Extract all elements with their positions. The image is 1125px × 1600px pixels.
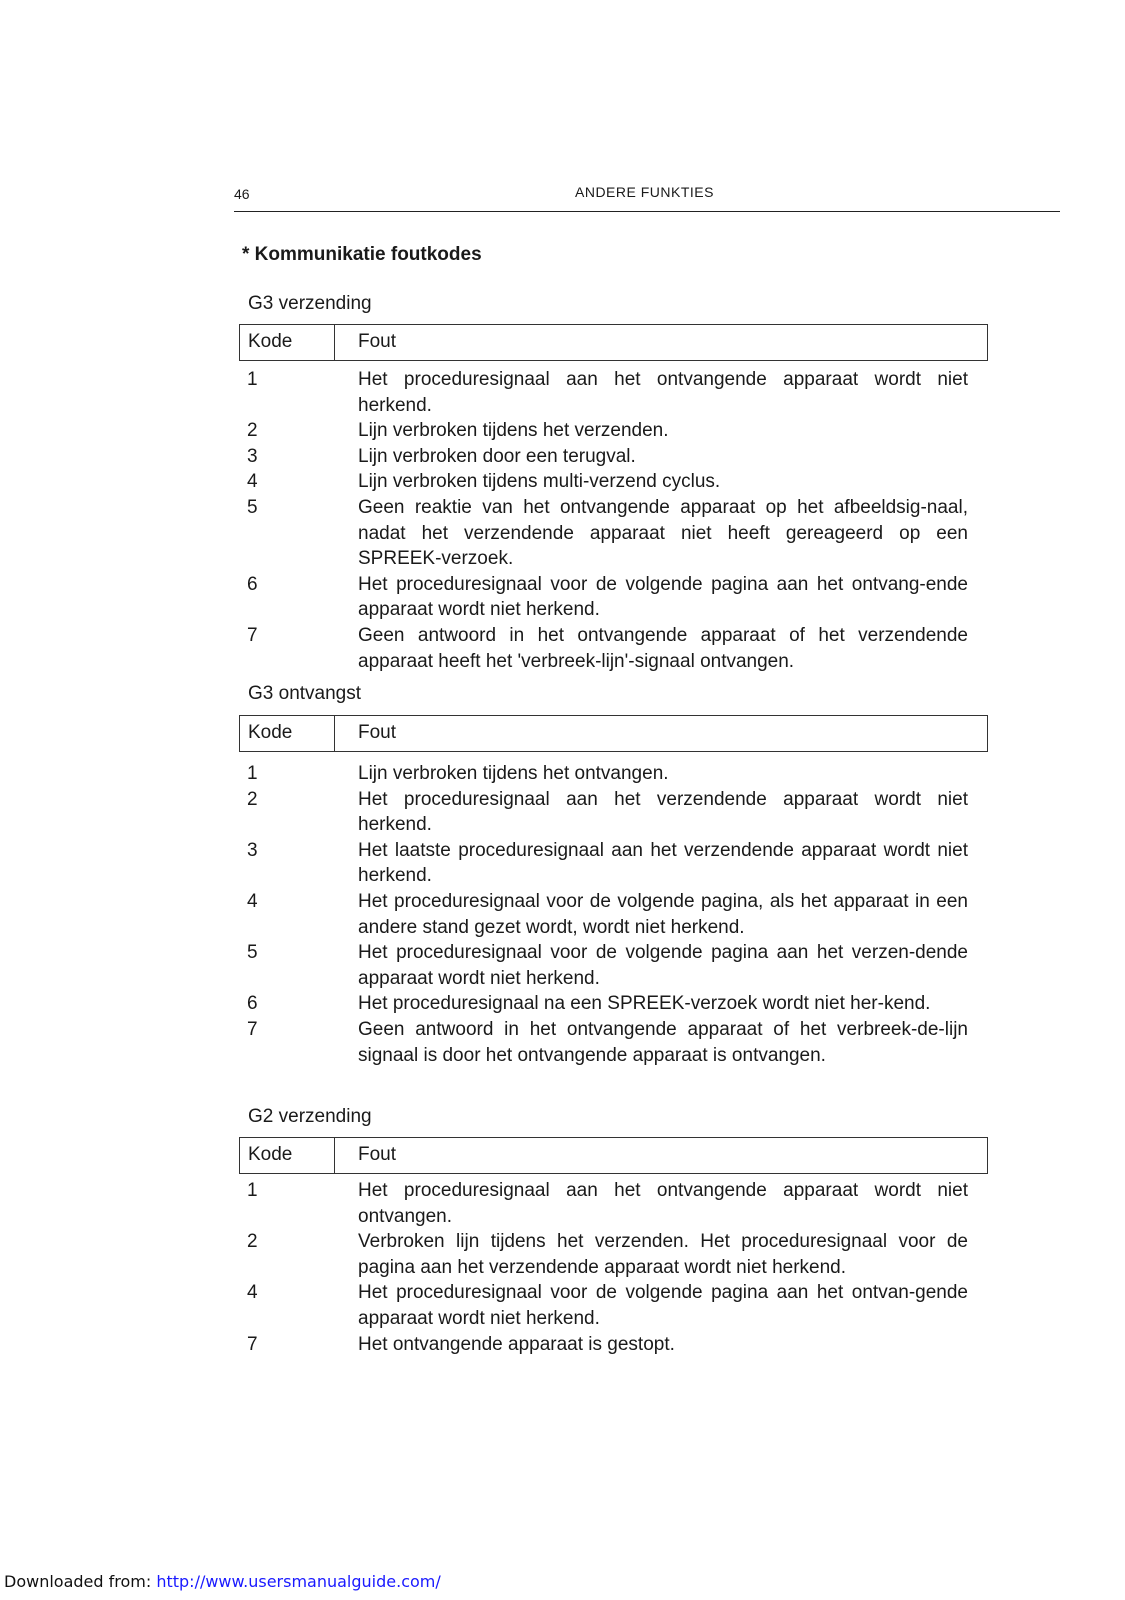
col-divider [334, 1138, 335, 1173]
table-title: G2 verzending [248, 1106, 372, 1127]
row-code: 6 [247, 993, 258, 1015]
row-code: 6 [247, 573, 258, 595]
row-text: Het ontvangende apparaat is gestopt. [358, 1333, 675, 1355]
table-g3-verzending [244, 290, 989, 674]
col-header-fout: Fout [358, 1144, 397, 1165]
row-code: 1 [247, 1180, 258, 1201]
table-row [244, 940, 989, 991]
row-text: Verbroken lijn tijdens het verzenden. Het proceduresignaal voor de pagina aan het verzendende apparaat wordt niet herkend. [358, 1231, 968, 1278]
table-row [244, 1178, 989, 1229]
col-header-fout: Fout [358, 722, 397, 743]
table-row [244, 838, 989, 889]
row-text: Het proceduresignaal na een SPREEK-verzoek wordt niet her-kend. [358, 993, 931, 1015]
row-code: 1 [247, 763, 258, 784]
row-text: Geen antwoord in het ontvangende apparaat of het verbreek-de-lijn signaal is door het ontvangende apparaat is ontvangen. [358, 1018, 968, 1066]
row-text: Geen reaktie van het ontvangende apparaat op het afbeeldsig-naal, nadat het verzendende apparaat niet heeft gereageerd op een SPREEK-verzoek. [358, 496, 968, 570]
table-row [244, 623, 989, 674]
row-text: Het proceduresignaal aan het ontvangende apparaat wordt niet ontvangen. [358, 1180, 968, 1227]
table-row [244, 1229, 989, 1280]
row-text: Het proceduresignaal aan het ontvangende apparaat wordt niet herkend. [358, 369, 968, 416]
footer-prefix: Downloaded from: [4, 1572, 157, 1591]
table-row [244, 418, 989, 444]
table-row [244, 761, 989, 787]
table-row [244, 572, 989, 623]
row-code: 4 [247, 890, 258, 912]
row-text: Het proceduresignaal voor de volgende pagina aan het verzen-dende apparaat wordt niet herkend. [358, 942, 968, 989]
row-code: 4 [247, 471, 258, 493]
table-header [239, 324, 988, 361]
row-code: 2 [247, 1231, 258, 1253]
table-row [244, 367, 989, 418]
table-g2-verzending [244, 1103, 989, 1357]
header-rule [234, 211, 1060, 212]
table-body [244, 1178, 989, 1357]
row-text: Het proceduresignaal voor de volgende pagina aan het ontvang-ende apparaat wordt niet herkend. [358, 573, 968, 621]
row-code: 2 [247, 420, 258, 442]
row-code: 7 [247, 624, 258, 646]
row-code: 2 [247, 788, 258, 810]
row-text: Het proceduresignaal voor de volgende pagina, als het apparaat in een andere stand gezet wordt, wordt niet herkend. [358, 890, 968, 938]
table-header [239, 715, 988, 752]
table-row [244, 1017, 989, 1068]
table-row [244, 495, 989, 572]
table-row [244, 991, 989, 1017]
footer-link[interactable]: http://www.usersmanualguide.com/ [156, 1572, 441, 1591]
section-title: * Kommunikatie foutkodes [242, 244, 482, 265]
row-code: 1 [247, 369, 258, 390]
table-row [244, 1332, 989, 1358]
table-body [244, 761, 989, 1068]
col-divider [334, 716, 335, 751]
row-code: 3 [247, 839, 258, 861]
row-text: Lijn verbroken tijdens multi-verzend cyclus. [358, 471, 721, 493]
col-header-fout: Fout [358, 331, 397, 352]
col-header-code: Kode [248, 1144, 293, 1165]
table-row [244, 469, 989, 495]
col-divider [334, 325, 335, 360]
row-text: Het laatste proceduresignaal aan het verzendende apparaat wordt niet herkend. [358, 839, 968, 887]
table-title: G3 ontvangst [248, 683, 362, 704]
table-row [244, 787, 989, 838]
row-text: Lijn verbroken tijdens het verzenden. [358, 420, 669, 442]
table-body [244, 367, 989, 674]
table-title: G3 verzending [248, 293, 372, 314]
row-code: 7 [247, 1018, 258, 1040]
page-number: 46 [234, 186, 250, 202]
row-code: 3 [247, 445, 258, 467]
row-text: Het proceduresignaal aan het verzendende apparaat wordt niet herkend. [358, 788, 968, 836]
row-text: Lijn verbroken tijdens het ontvangen. [358, 763, 669, 784]
table-row [244, 889, 989, 940]
download-footer [4, 1572, 441, 1591]
table-row [244, 444, 989, 470]
row-text: Geen antwoord in het ontvangende apparaat of het verzendende apparaat heeft het 'verbreek-lijn'-signaal ontvangen. [358, 624, 968, 672]
row-code: 4 [247, 1282, 258, 1304]
col-header-code: Kode [248, 331, 293, 352]
table-row [244, 1280, 989, 1331]
running-head: ANDERE FUNKTIES [575, 184, 714, 200]
col-header-code: Kode [248, 722, 293, 743]
row-code: 5 [247, 942, 258, 964]
row-code: 7 [247, 1333, 258, 1355]
row-code: 5 [247, 496, 258, 518]
row-text: Lijn verbroken door een terugval. [358, 445, 636, 467]
table-g3-ontvangst [244, 680, 989, 1068]
table-header [239, 1137, 988, 1174]
row-text: Het proceduresignaal voor de volgende pagina aan het ontvan-gende apparaat wordt niet herkend. [358, 1282, 968, 1329]
